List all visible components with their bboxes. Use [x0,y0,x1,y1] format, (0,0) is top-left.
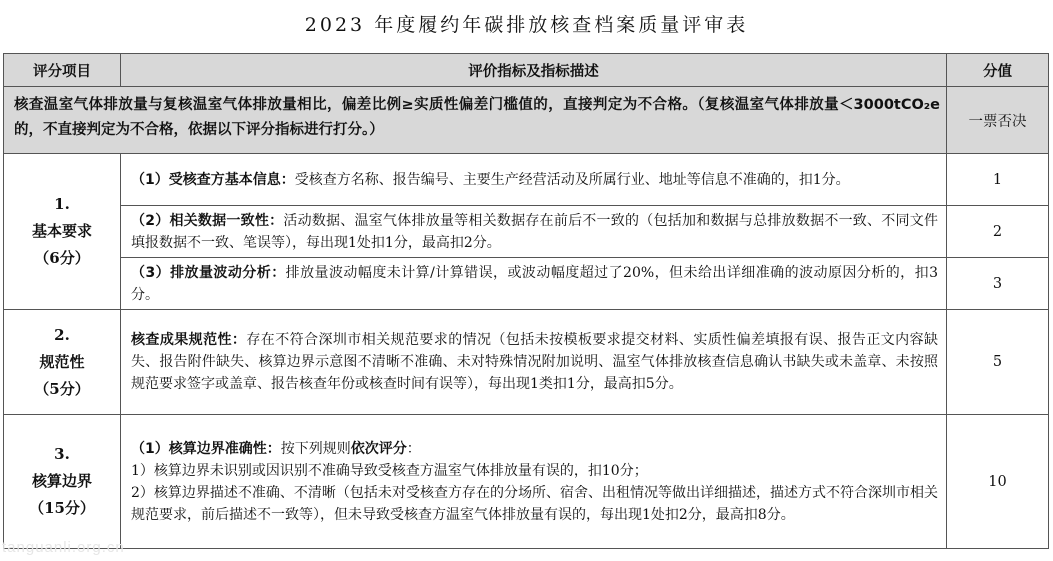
criterion-score: 2 [947,206,1049,258]
table-row [4,415,1049,549]
criterion-label: （2）相关数据一致性： [131,212,284,229]
criterion-text: 活动数据、温室气体排放量等相关数据存在前后不一致的（包括加和数据与总排放数据不一致、不同文件填报数据不一致、笔误等），每出现1处扣1分，最高扣2分。 [131,212,938,251]
table-row [4,258,1049,310]
criterion-text: 存在不符合深圳市相关规范要求的情况（包括未按模板要求提交材料、实质性偏差填报有误、报告正文内容缺失、报告附件缺失、核算边界示意图不清晰不准确、未对特殊情况附加说明、温室气体排放核查信息确认书缺失或未盖章、未按照规范要求签字或盖章、报告核查年份或核查时间有误等），每出现1类扣1分，最高扣5分。 [131,332,939,392]
criterion-score: 10 [947,415,1049,549]
table-row [4,206,1049,258]
header-desc: 评价指标及指标描述 [121,54,947,87]
criterion-score: 5 [947,310,1049,415]
criterion-desc [121,415,947,549]
section-2-item [4,310,121,415]
section-num: 3. [54,445,70,463]
section-name: 规范性 [39,352,85,371]
criterion-label: （3）排放量波动分析： [131,264,286,281]
section-3-item [4,415,121,549]
criterion-desc [121,206,947,258]
section-points: （15分） [29,499,95,517]
criterion-intro-bold: 依次评分 [350,440,407,457]
rule-line-1: 1）核算边界未识别或因识别不准确导致受核查方温室气体排放量有误的，扣10分； [131,462,648,479]
veto-score: 一票否决 [947,87,1049,154]
veto-text: 核查温室气体排放量与复核温室气体排放量相比，偏差比例≥实质性偏差门槛值的，直接判定为不合格。（复核温室气体排放量＜3000tCO₂e的，不直接判定为不合格，依据以下评分指标进行打分。） [4,87,947,154]
criterion-intro: 按下列规则 [280,440,351,457]
rule-line-2: 2）核算边界描述不准确、不清晰（包括未对受核查方存在的分场所、宿舍、出租情况等做出详细描述，描述方式不符合深圳市相关规范要求，前后描述不一致等），但未导致受核查方温室气体排放量有误的，每出现1处扣2分，最高扣8分。 [131,484,938,523]
watermark: tanguanli.org.cn [2,539,125,556]
review-table [3,53,1049,549]
section-points: （5分） [34,379,90,398]
criterion-desc [121,310,947,415]
criterion-desc [121,154,947,206]
criterion-score: 1 [947,154,1049,206]
section-num: 2. [54,325,70,344]
page-title: 2023 年度履约年碳排放核查档案质量评审表 [304,14,749,36]
section-points: （6分） [34,249,90,267]
criterion-heading [131,438,938,460]
criterion-desc [121,258,947,310]
header-score: 分值 [947,54,1049,87]
criterion-text: 排放量波动幅度未计算/计算错误，或波动幅度超过了20%，但未给出详细准确的波动原因分析的，扣3分。 [131,264,938,303]
veto-row [4,87,1049,154]
section-name: 基本要求 [31,222,92,240]
section-1-item [4,154,121,310]
criterion-label: （1）核算边界准确性： [131,440,281,457]
criterion-label: 核查成果规范性： [131,332,247,348]
criterion-text: 受核查方名称、报告编号、主要生产经营活动及所属行业、地址等信息不准确的，扣1分。 [294,171,850,188]
criterion-label: （1）受核查方基本信息： [131,171,295,188]
table-header-row [4,54,1049,87]
header-item: 评分项目 [4,54,121,87]
criterion-intro-end: ： [406,440,421,457]
section-name: 核算边界 [31,472,92,490]
table-row [4,310,1049,415]
section-num: 1. [54,195,70,213]
table-row [4,154,1049,206]
criterion-score: 3 [947,258,1049,310]
